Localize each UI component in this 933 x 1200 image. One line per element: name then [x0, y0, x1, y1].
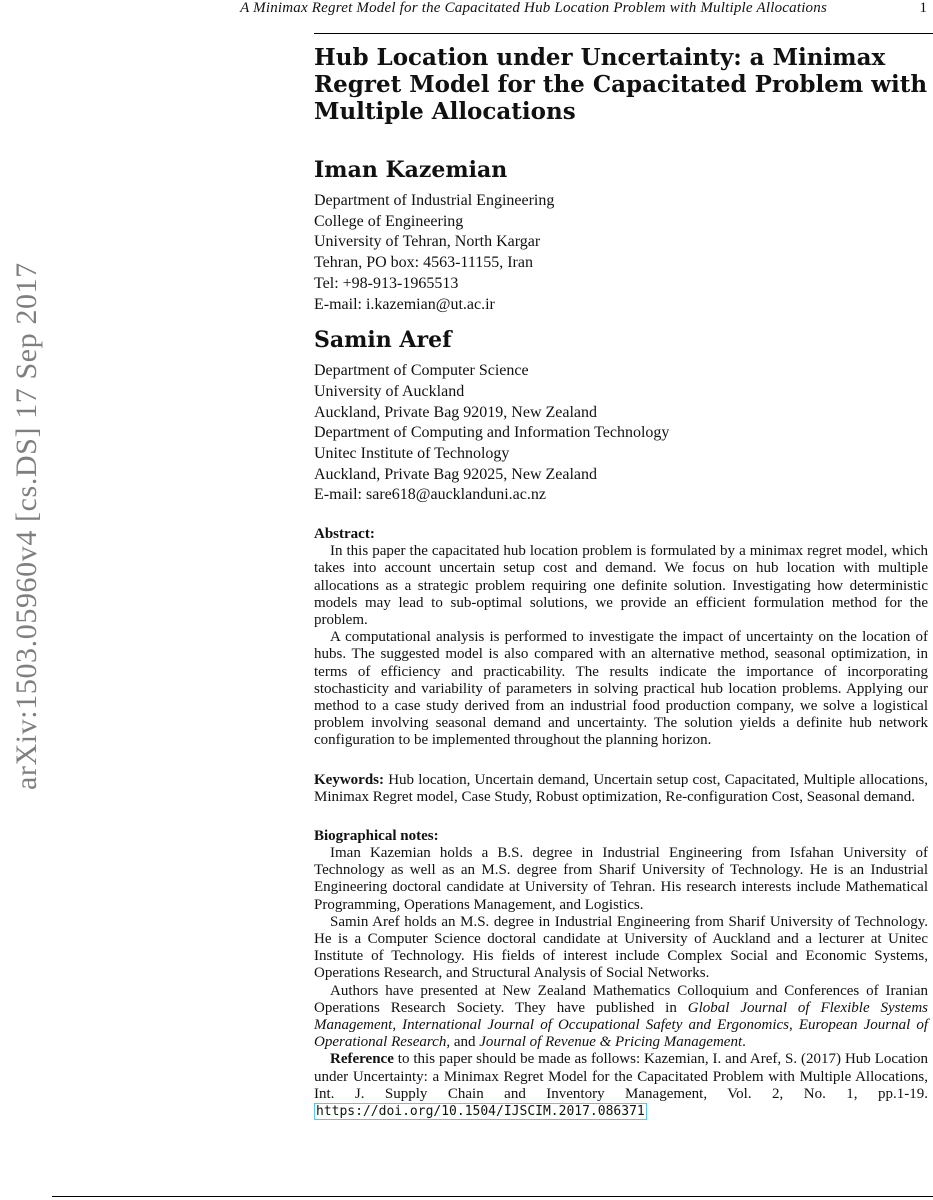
affiliation-line: Department of Computing and Information Technology [314, 424, 670, 442]
affiliation-line: University of Auckland [314, 382, 465, 400]
abstract-paragraph: A computational analysis is performed to investigate the impact of uncertainty on the location of hubs. The suggested model is also compared with an alternative method, seasonal optimization, in terms of efficiency and practicability. The results indicate the importance of incorporating stochasticity and variability of parameters in solving practical hub location problems. Applying our method to a case study derived from an industrial food production company, we solve a logistical problem involving seasonal demand and uncertainty. The solution yields a definite hub network configuration to be implemented throughout the planning horizon. [314, 629, 928, 749]
footer-rule [52, 1196, 933, 1197]
bio-text: Authors have presented at New Zealand Mathematics Colloquium and Conferences of Iranian Operations Research Society. They have published in [314, 982, 928, 1016]
journal-name: Journal of Revenue & Pricing Management [479, 1034, 743, 1051]
doi-link[interactable]: https://doi.org/10.1504/IJSCIM.2017.086371 [316, 1104, 645, 1120]
author-block [314, 327, 928, 506]
affiliation-line: Unitec Institute of Technology [314, 445, 510, 463]
running-head [0, 0, 933, 22]
affiliation-email: E-mail: sare618@aucklanduni.ac.nz [314, 486, 546, 504]
abstract-section [314, 526, 928, 749]
paper-front-matter [314, 44, 928, 1120]
affiliation-line: Department of Computer Science [314, 362, 529, 380]
keywords-text: Hub location, Uncertain demand, Uncertain setup cost, Capacitated, Multiple allocations, Minimax Regret model, Case Study, Robust optimization, Re-configuration Cost, Seasonal demand. [314, 771, 929, 805]
author-affiliation [314, 361, 928, 506]
affiliation-email: E-mail: i.kazemian@ut.ac.ir [314, 295, 495, 313]
bio-text: and [453, 1034, 476, 1051]
affiliation-line: University of Tehran, North Kargar [314, 233, 541, 251]
affiliation-line: College of Engineering [314, 212, 464, 230]
abstract-paragraph: In this paper the capacitated hub location problem is formulated by a minimax regret model, which takes into account uncertain setup cost and demand. We focus on hub location with multiple allocations as a strategic problem requiring one definite solution. Investigating how deterministic models may lead to sub-optimal solutions, we provide an efficient formulation method for the problem. [314, 543, 928, 628]
page-number: 1 [919, 0, 927, 16]
reference-paragraph [314, 1051, 928, 1120]
keywords-label: Keywords: [314, 771, 384, 788]
author-block [314, 157, 928, 315]
affiliation-line: Auckland, Private Bag 92025, New Zealand [314, 465, 598, 483]
biographical-notes-section [314, 828, 928, 1120]
author-affiliation [314, 191, 928, 315]
author-name: Iman Kazemian [314, 157, 508, 183]
journal-name: Global Journal of Flexible Systems Management [314, 999, 928, 1034]
abstract-heading: Abstract: [314, 526, 375, 543]
affiliation-line: Department of Industrial Engineering [314, 192, 555, 209]
bio-paragraph: Samin Aref holds an M.S. degree in Industrial Engineering from Sharif University of Technology. He is a Computer Science doctoral candidate at University of Auckland and a lecturer at Unitec Institute of Technology. His fields of interest include Complex Social and Economic Systems, Operations Research, and Structural Analysis of Social Networks. [314, 913, 928, 982]
keywords-section [314, 772, 928, 806]
affiliation-line: Tel: +98-913-1965513 [314, 274, 459, 292]
arxiv-margin-stamp: arXiv:1503.05960v4 [cs.DS] 17 Sep 2017 [10, 262, 43, 790]
affiliation-line: Auckland, Private Bag 92019, New Zealand [314, 403, 598, 421]
keywords-paragraph [314, 772, 928, 806]
journal-name: European Journal of Operational Research [314, 1017, 929, 1051]
reference-text: to this paper should be made as follows: Kazemian, I. and Aref, S. (2017) Hub Location under Uncertainty: a Minimax Regret Model for the Capacitated Problem with Multiple Allocations, Int. J. Supply Chain and Inventory Management, Vol. 2, No. 1, pp.1-19. [314, 1051, 929, 1102]
affiliation-line: Tehran, PO box: 4563-11155, Iran [314, 254, 533, 272]
reference-label: Reference [330, 1051, 394, 1068]
bio-heading: Biographical notes: [314, 827, 439, 844]
bio-paragraph: Iman Kazemian holds a B.S. degree in Industrial Engineering from Isfahan University of Technology as well as an M.S. degree from Sharif University of Technology. He is an Industrial Engineering doctoral candidate at University of Tehran. His research interests include Mathematical Programming, Operations Management, and Logistics. [314, 844, 928, 913]
bio-paragraph: Authors have presented at New Zealand Mathematics Colloquium and Conferences of Iranian Operations Research Society. They have published in Global Journal of Flexible Systems Management, International Journal of Occupational Safety and Ergonomics, European Journal of Operational Research, and Journal of Revenue & Pricing Management. [314, 982, 929, 1051]
header-rule [314, 33, 933, 34]
paper-title: Hub Location under Uncertainty: a Minimax Regret Model for the Capacitated Problem with Multiple Allocations [314, 44, 928, 125]
journal-name: International Journal of Occupational Safety and Ergonomics [402, 1017, 790, 1034]
running-title: A Minimax Regret Model for the Capacitated Hub Location Problem with Multiple Allocations [240, 0, 827, 16]
author-name: Samin Aref [314, 327, 452, 354]
